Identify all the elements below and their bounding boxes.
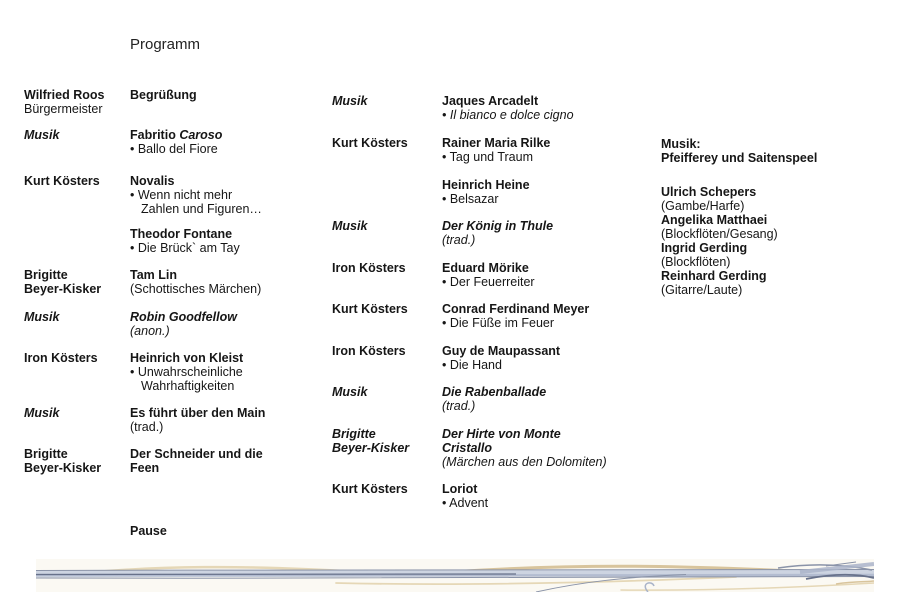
item-bullet-continuation: Zahlen und Figuren… [141,202,262,216]
item-subtitle: (trad.) [130,420,164,434]
speaker-line: Iron Kösters [332,344,406,358]
program-item [442,94,574,122]
speaker-name [24,88,104,116]
performer-instrument: (Gitarre/Laute) [661,283,743,297]
item-title: Der Schneider und die [130,447,263,461]
performer-name: Ulrich Schepers [661,185,757,199]
speaker-line: Brigitte [24,268,68,282]
performer-name: Angelika Matthaei [661,213,768,227]
speaker-line: Kurt Kösters [24,174,100,188]
item-title: Die Rabenballade [442,385,547,399]
speaker-line: Musik [332,94,368,108]
item-bullet-line: • Belsazar [442,192,499,206]
item-bullet-line: • Advent [442,496,489,510]
speaker-line: Iron Kösters [24,351,98,365]
program-item [130,174,262,216]
item-title: Heinrich von Kleist [130,351,244,365]
item-bullet-line: • Tag und Traum [442,150,534,164]
speaker-name [332,219,367,233]
program-item [442,482,488,510]
speaker-line: Iron Kösters [332,261,406,275]
speaker-name [332,302,408,316]
speaker-line: Brigitte [332,427,376,441]
speaker-line: Kurt Kösters [332,136,408,150]
performer-list [661,185,778,297]
item-bullet-line: • Die Brück` am Tay [130,241,240,255]
program-item [442,136,550,164]
speaker-name [24,310,59,324]
speaker-name [24,447,101,475]
performer-instrument: (Blockflöten/Gesang) [661,227,778,241]
item-title: Begrüßung [130,88,197,102]
program-item [130,351,243,393]
speaker-name [332,385,367,399]
item-bullet-line: • Die Hand [442,358,502,372]
program-item [130,406,265,434]
item-bullet-line: • Wenn nicht mehr [130,188,233,202]
speaker-name [332,261,406,275]
program-item [130,128,222,156]
item-title: Der Hirte von Monte [442,427,561,441]
speaker-line: Brigitte [24,447,68,461]
item-title: Loriot [442,482,478,496]
item-bullet-line: • Der Feuerreiter [442,275,535,289]
speaker-name [24,351,98,365]
program-item [130,227,240,255]
performer-name: Ingrid Gerding [661,241,748,255]
pause-label [130,524,167,538]
artwork-line [36,574,516,575]
item-title: Guy de Maupassant [442,344,561,358]
speaker-name [24,128,59,142]
speaker-line: Beyer-Kisker [24,282,102,296]
speaker-name [332,482,408,496]
speaker-line: Wilfried Roos [24,88,105,102]
item-subtitle: (Schottisches Märchen) [130,282,262,296]
speaker-name [332,344,406,358]
program-item [442,219,553,247]
item-title: Rainer Maria Rilke [442,136,551,150]
program-item [442,178,530,206]
item-title: Tam Lin [130,268,177,282]
item-title [130,128,222,142]
speaker-line: Musik [332,219,368,233]
item-title: Robin Goodfellow [130,310,237,324]
pause-text: Pause [130,524,167,538]
program-item [442,427,607,469]
speaker-line: Musik [24,128,60,142]
speaker-line: Kurt Kösters [332,302,408,316]
speaker-line: Musik [24,406,60,420]
item-bullet-continuation: Wahrhaftigkeiten [141,379,235,393]
speaker-name [332,427,409,455]
speaker-line: Musik [24,310,60,324]
speaker-role: Bürgermeister [24,102,103,116]
speaker-name [24,268,101,296]
program-item [442,385,546,413]
item-title: Feen [130,461,160,475]
item-title: Conrad Ferdinand Meyer [442,302,590,316]
item-title-part: Fabritio [130,128,180,142]
item-title-part-italic: Caroso [179,128,223,142]
program-item [442,302,589,330]
item-title: Jaques Arcadelt [442,94,539,108]
item-title: Eduard Mörike [442,261,529,275]
speaker-line: Kurt Kösters [332,482,408,496]
ensemble-name: Pfeifferey und Saitenspeel [661,151,818,165]
item-subtitle: (Märchen aus den Dolomiten) [442,455,607,469]
speaker-line: Beyer-Kisker [24,461,102,475]
item-title: Cristallo [442,441,493,455]
item-subtitle: (trad.) [442,399,476,413]
document-title: Programm [130,36,201,53]
item-bullet-line: • Unwahrscheinliche [130,365,243,379]
program-item [442,261,535,289]
item-bullet-line: • Il bianco e dolce cigno [442,108,574,122]
item-title: Novalis [130,174,175,188]
performer-instrument: (Blockflöten) [661,255,731,269]
item-subtitle: (trad.) [442,233,476,247]
speaker-line: Beyer-Kisker [332,441,410,455]
program-item [130,310,237,338]
item-bullet-line: • Ballo del Fiore [130,142,218,156]
program-item [130,447,263,475]
musicians-heading-line: Musik: [661,137,701,151]
speaker-name [332,94,367,108]
speaker-name [24,174,100,188]
item-title: Der König in Thule [442,219,554,233]
item-title: Heinrich Heine [442,178,530,192]
speaker-name [24,406,59,420]
program-item [442,344,560,372]
item-title: Theodor Fontane [130,227,233,241]
speaker-name [332,136,408,150]
item-bullet-line: • Die Füße im Feuer [442,316,555,330]
footer-artwork [36,559,874,592]
item-title: Es führt über den Main [130,406,266,420]
musicians-heading [661,137,817,165]
performer-instrument: (Gambe/Harfe) [661,199,745,213]
performer-name: Reinhard Gerding [661,269,767,283]
speaker-line: Musik [332,385,368,399]
program-item [130,268,261,296]
program-item [130,88,197,102]
item-subtitle: (anon.) [130,324,170,338]
